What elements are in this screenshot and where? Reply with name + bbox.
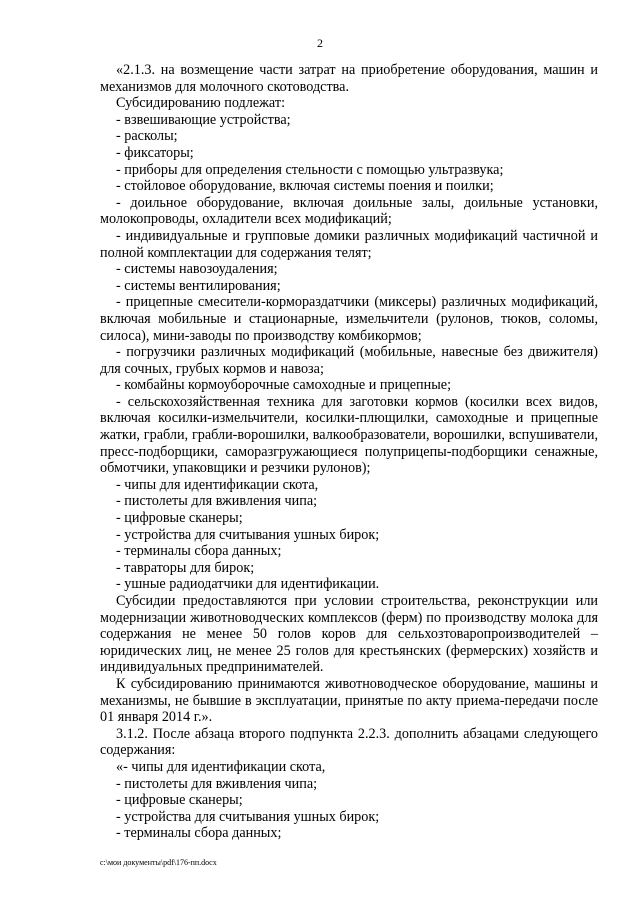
paragraph-conditions: Субсидии предоставляются при условии строительства, реконструкции или модернизации животноводческих комплексов (ферм) по производству молока для содержания не менее 50 голов коров для сельхозтоваропроизводителей – юридических лиц, не менее 25 голов для крестьянских (фермерских) хозяйств и индивидуальных предпринимателей. [100,593,598,676]
paragraph-amendment: 3.1.2. После абзаца второго подпункта 2.2.3. дополнить абзацами следующего содержания: [100,725,598,759]
list-item: «- чипы для идентификации скота, [116,758,326,775]
list-item: - системы навозоудаления; [116,261,278,278]
list-item: - расколы; [116,128,178,145]
paragraph-subsidy-title: «2.1.3. на возмещение части затрат на приобретение оборудования, машин и механизмов для молочного скотоводства. [100,62,598,95]
paragraph-subject-intro: Субсидированию подлежат: [116,95,286,112]
page-number: 2 [317,36,323,50]
list-item: - пистолеты для вживления чипа; [116,493,318,510]
footer-file-path: c:\мои документы\pdf\176-пп.docx [100,858,217,867]
list-item: - пистолеты для вживления чипа; [116,775,318,792]
list-item: - стойловое оборудование, включая системы поения и поилки; [116,178,494,195]
document-body [100,62,598,842]
list-item: - сельскохозяйственная техника для заготовки кормов (косилки всех видов, включая косилки-измельчители, косилки-плющилки, самоходные и прицепные жатки, грабли, грабли-ворошилки, валкообразователи, ворошилки, вспушиватели, пресс-подборщики, саморазгружающиеся полуприцепы-подборщики сенажные, обмотчики, упаковщики и резчики рулонов); [100,393,598,477]
list-item: - цифровые сканеры; [116,510,243,527]
list-item: - прицепные смесители-кормораздатчики (миксеры) различных модификаций, включая мобильные и стационарные, измельчители (рулонов, тюков, соломы, силоса), мини-заводы по производству комбикормов; [100,294,598,344]
list-item: - комбайны кормоуборочные самоходные и прицепные; [116,377,452,394]
list-item: - чипы для идентификации скота, [116,476,319,493]
list-item: - устройства для считывания ушных бирок; [116,526,380,543]
list-item: - фиксаторы; [116,144,194,161]
list-item: - доильное оборудование, включая доильные залы, доильные установки, молокопроводы, охладители всех модификаций; [100,194,598,228]
paragraph-acceptance: К субсидированию принимаются животноводческое оборудование, машины и механизмы, не бывшие в эксплуатации, принятые по акту приема-передачи после 01 января 2014 г.». [100,675,598,726]
list-item: - ушные радиодатчики для идентификации. [116,576,380,593]
list-item: - терминалы сбора данных; [116,543,282,560]
list-item: - взвешивающие устройства; [116,111,291,128]
list-item: - системы вентилирования; [116,277,281,294]
list-item: - терминалы сбора данных; [116,825,282,842]
list-item: - устройства для считывания ушных бирок; [116,808,380,825]
list-item: - цифровые сканеры; [116,792,243,809]
list-item: - приборы для определения стельности с помощью ультразвука; [116,161,504,178]
list-item: - индивидуальные и групповые домики различных модификаций частичной и полной комплектации для содержания телят; [100,227,598,261]
list-item: - погрузчики различных модификаций (мобильные, навесные без движителя) для сочных, грубых кормов и навоза; [100,344,598,377]
list-item: - тавраторы для бирок; [116,559,255,576]
